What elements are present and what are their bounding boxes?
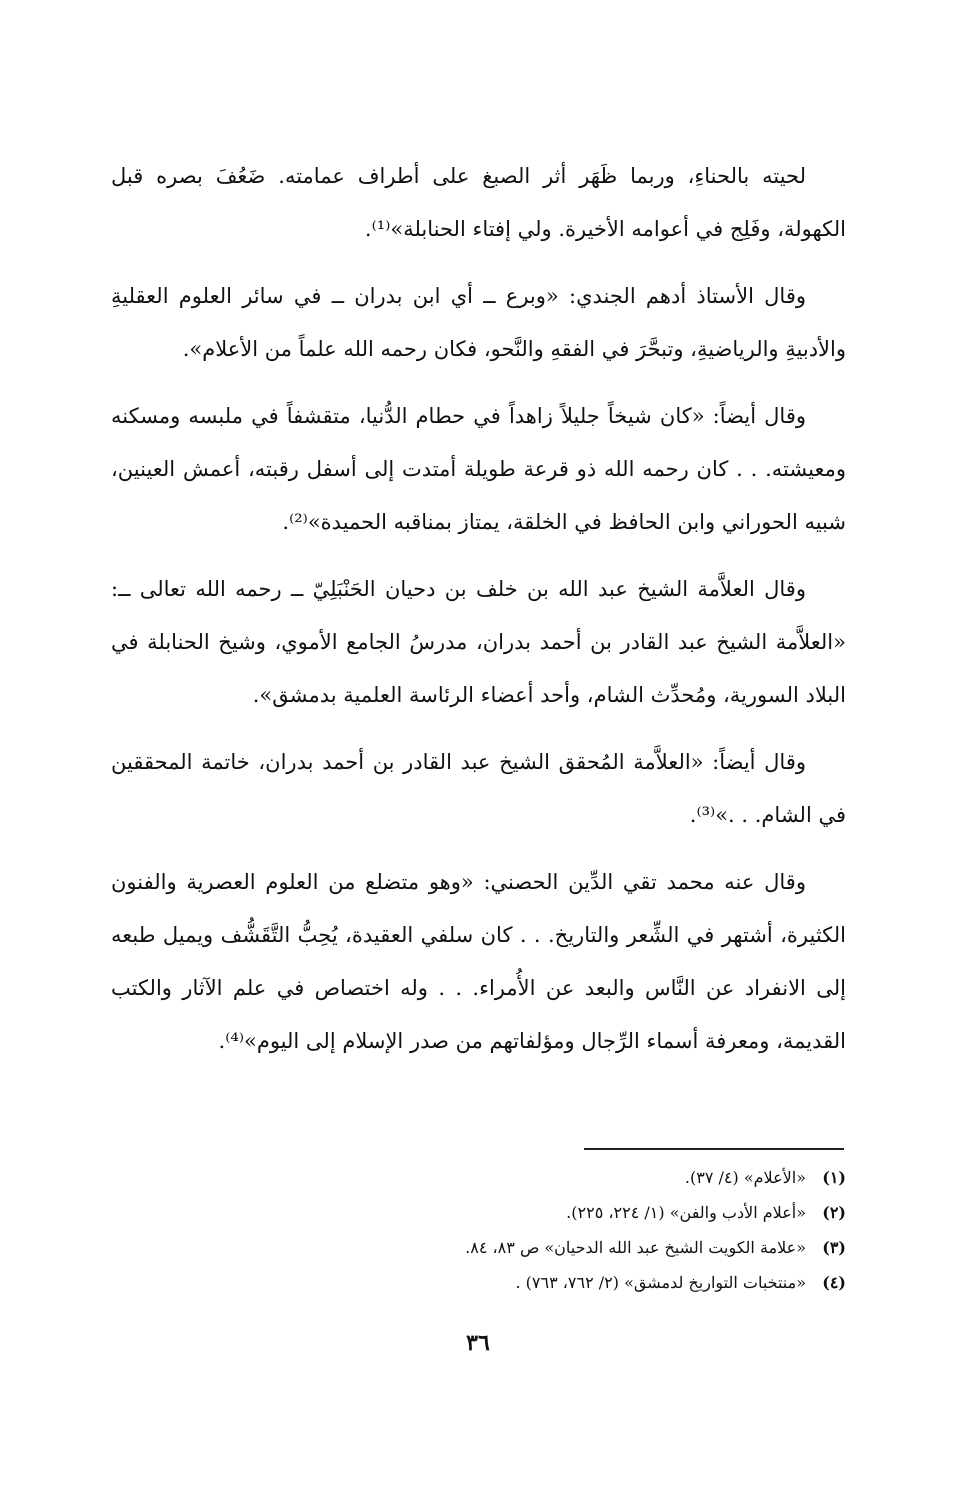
- footnote: [111, 1195, 846, 1230]
- footnote-number: (٤): [822, 1273, 846, 1292]
- footnote-divider: [584, 1148, 844, 1150]
- paragraph: وقال الأستاذ أدهم الجندي: «وبرع ــ أي ابن بدران ــ في سائر العلوم العقليةِ والأدبيةِ والرياضيةِ، وتبحَّرَ في الفقهِ والنَّحو، فكان رحمه الله علماً من الأعلام».: [111, 284, 846, 361]
- footnote-number: (٣): [822, 1238, 846, 1257]
- paragraph: وقال أيضاً: «العلاَّمة المُحقق الشيخ عبد القادر بن أحمد بدران، خاتمة المحققين في الشام. . .»⁽³⁾.: [111, 750, 846, 827]
- footnotes-list: [111, 1160, 846, 1300]
- page-number: ٣٦: [466, 1330, 490, 1356]
- footnote: [111, 1230, 846, 1265]
- paragraph: وقال عنه محمد تقي الدِّين الحصني: «وهو متضلع من العلوم العصرية والفنون الكثيرة، أشتهر في الشِّعر والتاريخ. . . كان سلفي العقيدة، يُحِبُّ التَّقَشُّف ويميل طبعه إلى الانفراد عن النَّاس والبعد عن الأُمراء. . . وله اختصاص في علم الآثار والكتب القديمة، ومعرفة أسماء الرِّجال ومؤلفاتهم من صدر الإسلام إلى اليوم»⁽⁴⁾.: [111, 870, 846, 1053]
- paragraph: وقال العلاَّمة الشيخ عبد الله بن خلف بن دحيان الحَنْبَلِيّ ــ رحمه الله تعالى ــ: «العلاَّمة الشيخ عبد القادر بن أحمد بدران، مدرسُ الجامع الأموي، وشيخ الحنابلة في البلاد السورية، ومُحدِّث الشام، وأحد أعضاء الرئاسة العلمية بدمشق».: [111, 577, 846, 707]
- footnote: [111, 1265, 846, 1300]
- footnote-text: «علامة الكويت الشيخ عبد الله الدحيان» ص ٨٣، ٨٤.: [465, 1238, 806, 1257]
- footnote: [111, 1160, 846, 1195]
- footnote-text: «أعلام الأدب والفن» (١/ ٢٢٤، ٢٢٥).: [566, 1203, 806, 1222]
- footnote-number: (١): [822, 1168, 846, 1187]
- main-text: [111, 150, 846, 1082]
- footnote-number: (٢): [822, 1203, 846, 1222]
- paragraph: لحيته بالحناءِ، وربما ظَهَر أثر الصبغ على أطراف عمامته. ضَعُفَ بصره قبل الكهولة، وفَلِج في أعوامه الأخيرة. ولي إفتاء الحنابلة»⁽¹⁾.: [111, 164, 846, 241]
- paragraph: وقال أيضاً: «كان شيخاً جليلاً زاهداً في حطام الدُّنيا، متقشفاً في ملبسه ومسكنه ومعيشته. . . كان رحمه الله ذو قرعة طويلة أمتدت إلى أسفل رقبته، أعمش العينين، شبيه الحوراني وابن الحافظ في الخلقة، يمتاز بمناقبه الحميدة»⁽²⁾.: [111, 404, 846, 534]
- footnote-text: «منتخبات التواريخ لدمشق» (٢/ ٧٦٢، ٧٦٣) .: [515, 1273, 806, 1292]
- footnote-text: «الأعلام» (٤/ ٣٧).: [684, 1168, 806, 1187]
